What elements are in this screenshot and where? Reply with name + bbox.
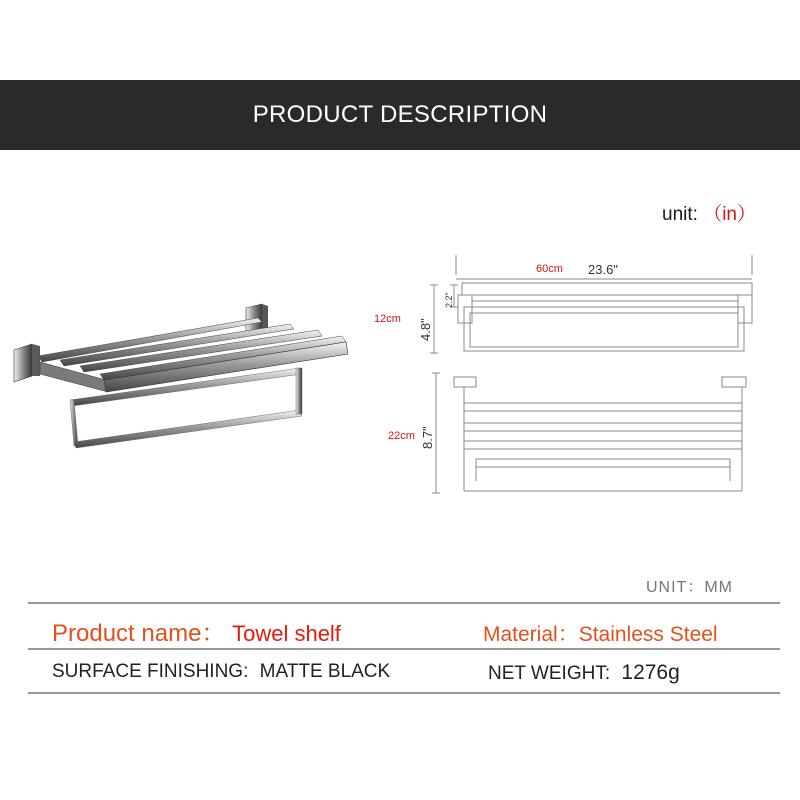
depth-cm: 22cm <box>388 430 415 442</box>
width-in: 23.6" <box>588 262 618 277</box>
material-spec: Material：Stainless Steel <box>483 623 718 646</box>
product-name-label: Product name： <box>52 620 226 647</box>
surface-label: SURFACE FINISHING: <box>52 661 249 682</box>
page-title: PRODUCT DESCRIPTION <box>252 101 548 128</box>
weight-label: NET WEIGHT: <box>488 663 611 684</box>
unit-header-label: unit: <box>662 204 698 225</box>
height-in: 4.8" <box>418 318 433 341</box>
product-photo <box>0 250 370 490</box>
width-cm: 60cm <box>536 263 563 275</box>
divider <box>28 692 780 694</box>
net-weight <box>488 661 680 685</box>
unit-note: UNIT：MM <box>646 579 733 596</box>
dimension-drawing <box>370 245 790 505</box>
header-banner <box>0 80 800 150</box>
product-name-value: Towel shelf <box>232 621 341 646</box>
unit-header-value: （in） <box>703 204 756 225</box>
depth-in: 8.7" <box>420 426 435 449</box>
surface-value: MATTE BLACK <box>259 661 391 682</box>
unit-header <box>662 199 756 226</box>
weight-value: 1276g <box>621 661 680 684</box>
divider <box>28 602 780 604</box>
product-name <box>52 613 341 648</box>
surface-finishing <box>52 661 390 683</box>
small-in: 2.2" <box>444 292 454 308</box>
divider <box>28 648 780 650</box>
height-cm: 12cm <box>374 313 401 325</box>
